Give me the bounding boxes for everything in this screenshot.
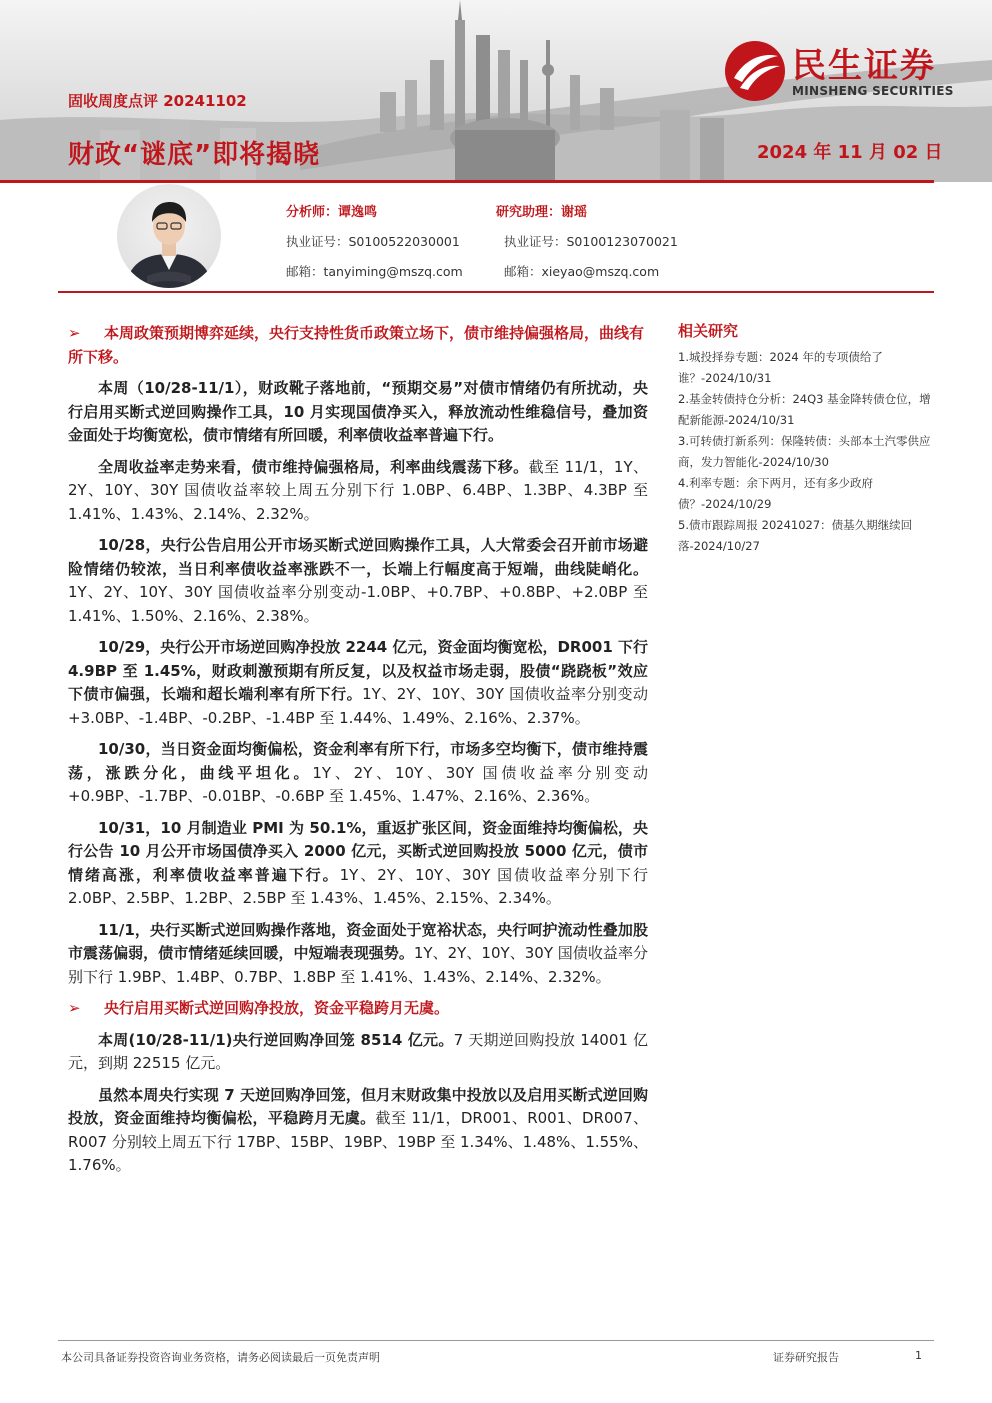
paragraph-text: 截至 11/1，DR001、R001、DR007、R007 分别较上周五下行 17BP、15BP、19BP、19BP 至 1.34%、1.48%、1.55%、1.76%。 bbox=[68, 1109, 648, 1174]
bullet-arrow-icon: ➢ bbox=[68, 999, 81, 1017]
report-series-label: 固收周度点评 20241102 bbox=[68, 92, 247, 110]
related-research-item[interactable]: 2.基金转债持仓分析：24Q3 基金降转债仓位，增配新能源-2024/10/31 bbox=[678, 392, 931, 427]
paragraph bbox=[68, 456, 648, 527]
footer-report-type: 证券研究报告 bbox=[773, 1351, 839, 1364]
related-research-item[interactable]: 5.债市跟踪周报 20241027：债基久期继续回落-2024/10/27 bbox=[678, 518, 913, 553]
paragraph-text: 1Y、2Y、10Y、30Y 国债收益率分别变动+0.9BP、-1.7BP、-0.01BP、-0.6BP 至 1.45%、1.47%、2.16%、2.36%。 bbox=[68, 763, 648, 805]
paragraph-text: 7 天期逆回购投放 14001 亿元，到期 22515 亿元。 bbox=[68, 1030, 648, 1072]
assistant-role: 研究助理：谢瑶 bbox=[496, 205, 588, 220]
minsheng-logo bbox=[722, 36, 962, 106]
analyst-card-2 bbox=[496, 201, 678, 280]
report-title: 财政“谜底”即将揭晓 bbox=[68, 140, 321, 170]
analyst-card-1 bbox=[286, 201, 463, 280]
key-point-2 bbox=[68, 997, 648, 1021]
bullet-arrow-icon: ➢ bbox=[68, 324, 81, 342]
related-research-item[interactable]: 1.城投择券专题：2024 年的专项债给了谁？-2024/10/31 bbox=[678, 350, 883, 385]
key-point-text: 本周政策预期博弈延续，央行支持性货币政策立场下，债市维持偏强格局，曲线有所下移。 bbox=[68, 324, 645, 366]
analyst-portrait-icon bbox=[117, 184, 221, 288]
paragraph-bold: 10/29，央行公开市场逆回购净投放 2244 亿元，资金面均衡宽松，DR001 下行 4.9BP 至 1.45%，财政刺激预期有所反复，以及权益市场走弱，股债“跷跷板”效应下债市偏强，长端和超长端利率有所下行。 bbox=[68, 638, 648, 703]
paragraph bbox=[68, 377, 648, 448]
analyst-cert: 执业证号：S0100522030001 bbox=[286, 234, 460, 249]
paragraph-bold: 10/28，央行公告启用公开市场买断式逆回购操作工具，人大常委会召开前市场避险情绪仍较浓，当日利率债收益率涨跌不一，长端上行幅度高于短端，曲线陡峭化。 bbox=[68, 536, 648, 578]
paragraph bbox=[68, 919, 648, 990]
footer-disclaimer: 本公司具备证券投资咨询业务资格，请务必阅读最后一页免责声明 bbox=[61, 1351, 380, 1364]
paragraph bbox=[68, 1084, 648, 1178]
key-point-1 bbox=[68, 322, 648, 369]
paragraph-text: 1Y、2Y、10Y、30Y 国债收益率分别下行 1.9BP、1.4BP、0.7BP、1.8BP 至 1.41%、1.43%、2.14%、2.32%。 bbox=[68, 944, 648, 986]
paragraph bbox=[68, 534, 648, 628]
key-point-text: 央行启用买断式逆回购净投放，资金平稳跨月无虞。 bbox=[104, 999, 450, 1017]
related-research-sidebar bbox=[678, 320, 934, 557]
paragraph bbox=[68, 817, 648, 911]
section-rule bbox=[58, 291, 934, 293]
paragraph-text: 截至 11/1，1Y、2Y、10Y、30Y 国债收益率较上周五分别下行 1.0BP、6.4BP、1.3BP、4.3BP 至 1.41%、1.43%、2.14%、2.32%。 bbox=[68, 457, 648, 523]
assistant-email[interactable]: 邮箱：xieyao@mszq.com bbox=[504, 264, 660, 279]
paragraph-bold: 10/30，当日资金面均衡偏松，资金利率有所下行，市场多空均衡下，债市维持震荡，涨跌分化，曲线平坦化。 bbox=[68, 740, 648, 782]
logo-english-text: MINSHENG SECURITIES bbox=[792, 84, 954, 98]
sidebar-title: 相关研究 bbox=[678, 322, 739, 340]
paragraph-bold: 10/31，10 月制造业 PMI 为 50.1%，重返扩张区间，资金面维持均衡偏松，央行公告 10 月公开市场国债净买入 2000 亿元，买断式逆回购投放 5000 亿元，债市情绪高涨，利率债收益率普遍下行。 bbox=[68, 818, 648, 884]
related-research-item[interactable]: 3.可转债打新系列：保隆转债：头部本土汽零供应商，发力智能化-2024/10/30 bbox=[678, 434, 931, 469]
report-date: 2024 年 11 月 02 日 bbox=[757, 142, 943, 163]
paragraph-text: 1Y、2Y、10Y、30Y 国债收益率分别下行 2.0BP、2.5BP、1.2BP、2.5BP 至 1.43%、1.45%、2.15%、2.34%。 bbox=[68, 865, 648, 907]
paragraph bbox=[68, 636, 648, 730]
minsheng-logo-mark-icon bbox=[722, 38, 788, 104]
paragraph-bold: 11/1，央行买断式逆回购操作落地，资金面处于宽裕状态，央行呵护流动性叠加股市震荡偏弱，债市情绪延续回暖，中短端表现强势。 bbox=[68, 920, 648, 962]
analyst-photo bbox=[117, 184, 221, 288]
paragraph-bold: 全周收益率走势来看，债市维持偏强格局，利率曲线震荡下移。 bbox=[98, 457, 529, 476]
paragraph-text: 1Y、2Y、10Y、30Y 国债收益率分别变动+3.0BP、-1.4BP、-0.2BP、-1.4BP 至 1.44%、1.49%、2.16%、2.37%。 bbox=[68, 685, 648, 727]
related-research-item[interactable]: 4.利率专题：余下两月，还有多少政府债？-2024/10/29 bbox=[678, 476, 873, 511]
paragraph-bold: 本周（10/28-11/1），财政靴子落地前，“预期交易”对债市情绪仍有所扰动，央行启用买断式逆回购操作工具，10 月实现国债净买入，释放流动性维稳信号，叠加资金面处于均衡宽松，债市情绪有所回暖，利率债收益率普遍下行。 bbox=[68, 379, 648, 444]
analyst-email[interactable]: 邮箱：tanyiming@mszq.com bbox=[286, 264, 463, 279]
assistant-cert: 执业证号：S0100123070021 bbox=[504, 234, 678, 249]
paragraph-bold: 本周(10/28-11/1)央行逆回购净回笼 8514 亿元。 bbox=[98, 1030, 454, 1049]
paragraph-text: 1Y、2Y、10Y、30Y 国债收益率分别变动-1.0BP、+0.7BP、+0.8BP、+2.0BP 至 1.41%、1.50%、2.16%、2.38%。 bbox=[68, 583, 648, 625]
paragraph bbox=[68, 1029, 648, 1076]
logo-chinese-text: 民生证券 bbox=[792, 46, 936, 86]
paragraph-bold: 虽然本周央行实现 7 天逆回购净回笼，但月末财政集中投放以及启用买断式逆回购投放，资金面维持均衡偏松，平稳跨月无虞。 bbox=[68, 1085, 648, 1127]
paragraph bbox=[68, 738, 648, 809]
header-banner bbox=[0, 0, 992, 182]
page-number: 1 bbox=[915, 1349, 922, 1362]
main-text-column bbox=[68, 322, 648, 1186]
analyst-role: 分析师：谭逸鸣 bbox=[286, 205, 378, 220]
footer-rule bbox=[58, 1340, 934, 1341]
header-rule bbox=[0, 180, 934, 183]
